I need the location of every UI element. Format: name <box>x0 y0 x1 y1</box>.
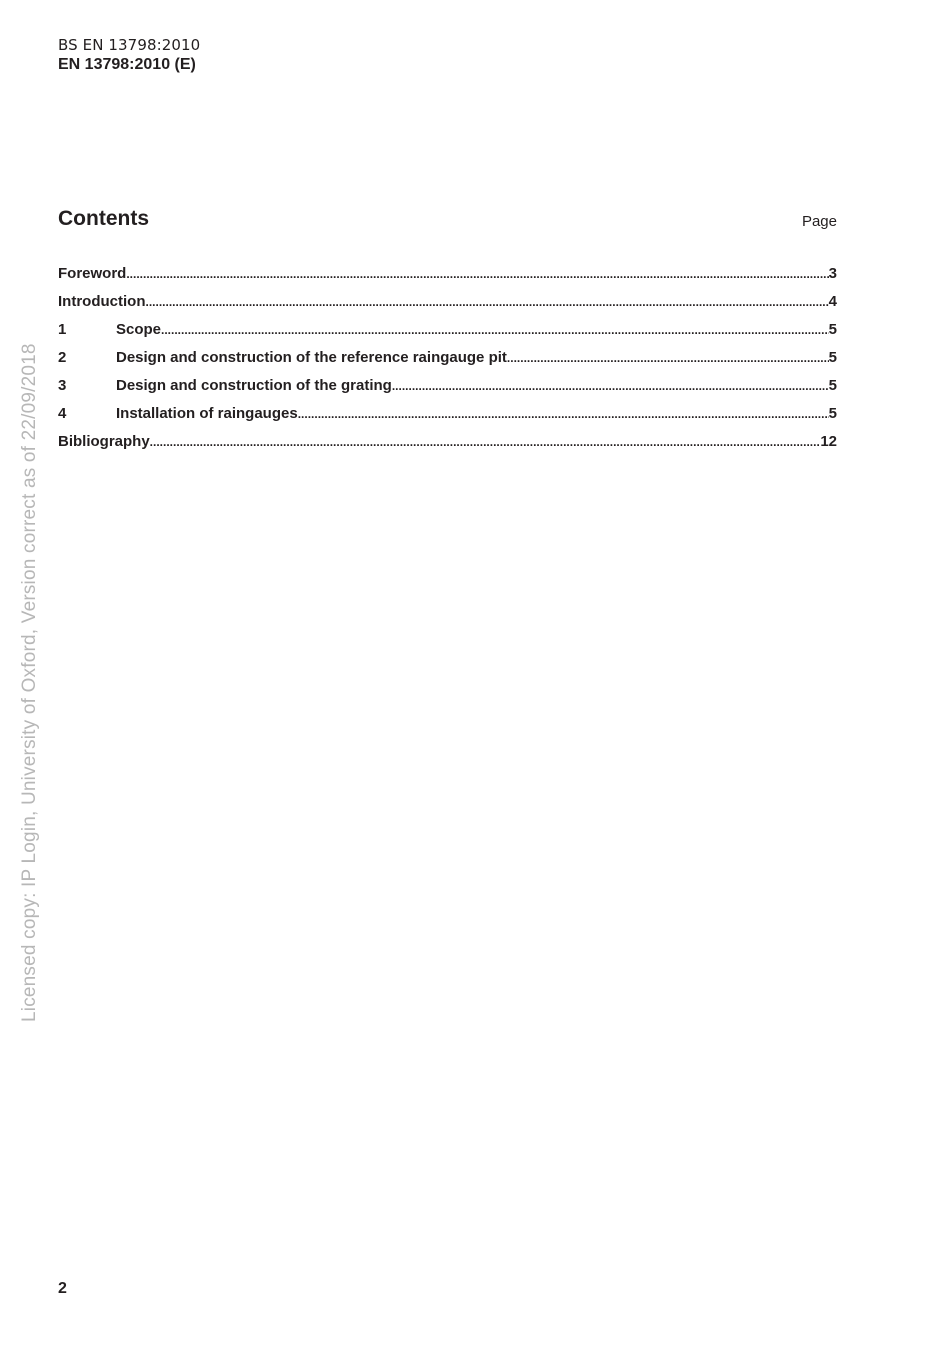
contents-title: Contents <box>58 207 149 230</box>
toc-dot-leader <box>298 405 829 422</box>
license-watermark: Licensed copy: IP Login, University of Oxford, Version correct as of 22/09/2018 <box>19 343 40 1022</box>
toc-entry-number: 3 <box>58 377 67 394</box>
header-standard-bs: BS EN 13798:2010 <box>58 36 201 54</box>
page-column-label: Page <box>801 213 837 230</box>
toc-entry-title: Scope <box>116 321 162 338</box>
toc-entry-title: Installation of raingauges <box>116 405 298 422</box>
toc-entry-introduction[interactable] <box>58 293 837 321</box>
toc-entry-raingauge-pit[interactable] <box>58 349 837 377</box>
toc-dot-leader <box>161 321 829 338</box>
toc-dot-leader <box>126 265 828 282</box>
toc-entry-page: 5 <box>828 321 837 338</box>
toc-entry-number: 1 <box>58 321 67 338</box>
toc-dot-leader <box>145 293 828 310</box>
toc-entry-title: Design and construction of the grating <box>116 377 392 394</box>
toc-entry-page: 3 <box>828 265 837 282</box>
toc-entry-grating[interactable] <box>58 377 837 405</box>
toc-entry-title: Foreword <box>58 265 127 282</box>
toc-entry-bibliography[interactable] <box>58 433 837 461</box>
table-of-contents <box>58 265 837 461</box>
toc-dot-leader <box>392 377 829 394</box>
toc-entry-number: 4 <box>58 405 67 422</box>
toc-entry-page: 5 <box>828 349 837 366</box>
toc-dot-leader <box>507 349 829 366</box>
toc-entry-installation[interactable] <box>58 405 837 433</box>
toc-entry-page: 12 <box>820 433 837 450</box>
toc-entry-title: Design and construction of the reference raingauge pit <box>116 349 507 366</box>
toc-entry-page: 5 <box>828 405 837 422</box>
toc-entry-page: 4 <box>828 293 837 310</box>
toc-entry-title: Introduction <box>58 293 146 310</box>
toc-entry-title: Bibliography <box>58 433 150 450</box>
toc-dot-leader <box>150 433 821 450</box>
toc-entry-foreword[interactable] <box>58 265 837 293</box>
header-standard-en: EN 13798:2010 (E) <box>58 56 196 73</box>
toc-entry-scope[interactable] <box>58 321 837 349</box>
page-number: 2 <box>58 1280 67 1297</box>
toc-entry-page: 5 <box>828 377 837 394</box>
toc-entry-number: 2 <box>58 349 67 366</box>
